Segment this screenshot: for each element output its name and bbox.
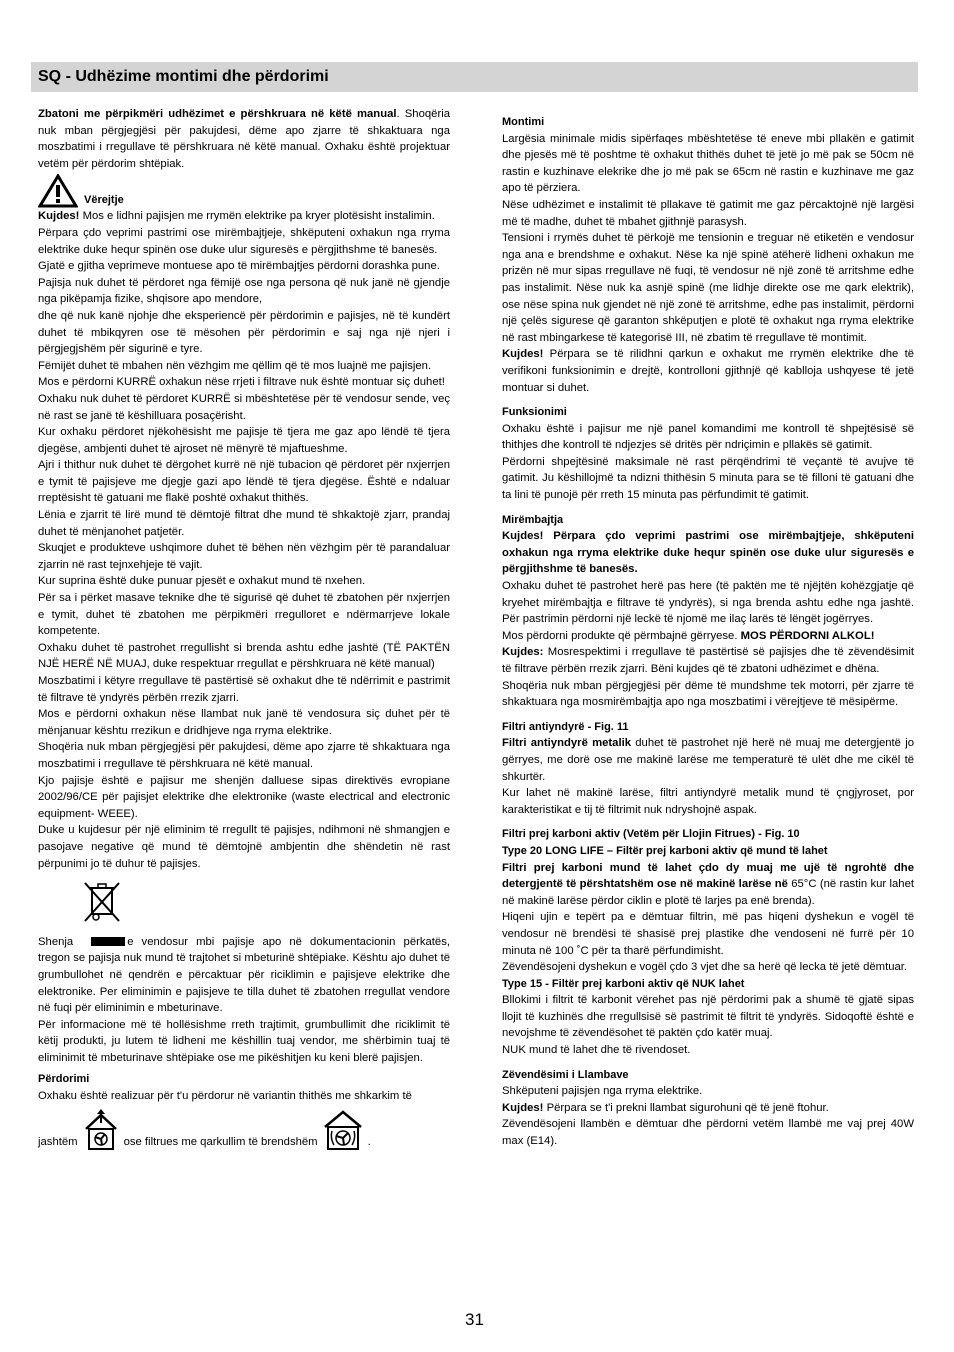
warning-text: Mos e lidhni pajisjen me rrymën elektrike pa kryer plotësisht instalimin.	[79, 210, 435, 223]
caution-text: Përpara se t'i prekni llambat sigurohuni që të jenë ftohur.	[543, 1101, 829, 1114]
recirculating-mode-icon	[322, 1109, 364, 1151]
paragraph: Mos e përdorni KURRË oxhakun nëse rrjeti i filtrave nuk është montuar siç duhet!	[38, 376, 445, 389]
paragraph	[502, 1100, 914, 1117]
recirculating-label: ose filtrues me qarkullim të brendshëm	[123, 1136, 318, 1149]
paragraph: Kur oxhaku përdoret njëkohësisht me pajisje të tjera me gaz apo lëndë të tjera djegëse, ambjenti duhet të ajroset në mënyrë të mjaftueshme.	[38, 426, 450, 455]
paragraph: Oxhaku duhet të pastrohet rregullisht si brenda ashtu edhe jashtë (TË PAKTËN NJË HERË NË MUAJ, duke respektuar rregullat e përshkruara në këtë manual)	[38, 641, 450, 671]
paragraph: Mos e përdorni oxhakun nëse llambat nuk janë të vendosura siç duhet për të mënjanuar kështu rrezikun e dridhjeve nga rryma elektrike.	[38, 708, 450, 737]
metal-filter-label: Filtri antiyndyrë metalik	[502, 737, 632, 750]
intro-paragraph	[38, 106, 450, 172]
section-header	[31, 62, 918, 92]
period: .	[367, 1136, 371, 1149]
paragraph: Zëvendësojeni llambën e dëmtuar dhe përdorni vetëm llambë me vaj prej 40W max (E14).	[502, 1118, 914, 1148]
metal-filter-text: duhet të pastrohet një herë në muaj me detergjentë jo gërryes, me dorë ose me makinë larëse me temperaturë të ulët dhe me cikël të shkurtër.	[502, 737, 914, 783]
paragraph: Pajisja nuk duhet të përdoret nga fëmijë ose nga persona që nuk janë në gjendje nga pikëpamja fizike, shqisore apo mendore,	[38, 276, 450, 306]
mark-label: Shenja	[38, 935, 74, 948]
paragraph: Ajri i thithur nuk duhet të dërgohet kurrë në një tubacion që përdoret për nxjerrjen e tymit të pajisjeve me djegje gazi apo lëndë të tjera djegëse. Është e ndaluar rreptësisht të gatuani me flakë poshtë oxhakut thithës.	[38, 459, 450, 505]
maintenance-warning: Kujdes! Përpara çdo veprimi pastrimi ose mirëmbajtjeje, shkëputeni oxhakun nga rryma elektrike duke hequr spinën ose duke ulur siguresës e përgjithshme të banesës.	[502, 530, 914, 576]
paragraph: Duke u kujdesur për një eliminim të rregullt të pajisjes, ndihmoni në shmangjen e pasojave negative që mund të dëmtojnë ambjentin dhe shëndetin në rast përpunimi jo të duhur të pajisjes.	[38, 824, 450, 870]
caution-label: Kujdes:	[502, 646, 544, 659]
weee-text: e vendosur mbi pajisje apo në dokumentacionin përkatës, tregon se pajisja nuk mund të trajtohet si mbeturinë shtëpiake. Kështu ajo duhet të grumbullohet në qendrën e përcaktuar për riciklimin e pajisjeve elektrike dhe elektronike. Per eliminimin e pajisjeve te tilla duhet të zbatohen rregullat vendore në fuqi për eliminimin e mbeturinave.	[38, 935, 450, 1015]
caution-label: Kujdes!	[38, 210, 80, 223]
paragraph: Skuqjet e produkteve ushqimore duhet të bëhen nën vëzhgim për të parandaluar zjarrin në rast tejnxehjeje të vajit.	[38, 542, 450, 571]
paragraph: Kur suprina është duke punuar pjesët e oxhakut mund të nxehen.	[38, 575, 366, 588]
ducted-mode-icon	[82, 1109, 120, 1151]
intro-text: . Shoqëria nuk mban përgjegjësi për pakujdesi, dëme apo zjarre të shkaktuara nga moszbatimi i rregullave të përshkruara në këtë manual. Oxhaku është projektuar vetëm për përdorim shtëpiak.	[38, 108, 450, 170]
paragraph: Fëmijët duhet të mbahen nën vëzhgim me qëllim që të mos luajnë me pajisjen.	[38, 359, 432, 372]
carbon-wash-label: Filtri prej karboni mund të lahet çdo dy muaj me ujë të ngrohtë dhe detergjentë të përshtatshëm ose në makinë larëse në	[502, 861, 914, 891]
carbon-filter-title: Filtri prej karboni aktiv (Vetëm për Llojin Fitrues) - Fig. 10	[502, 828, 800, 841]
maintenance-title: Mirëmbajtja	[502, 513, 564, 526]
paragraph	[502, 628, 914, 645]
paragraph: Oxhaku nuk duhet të përdoret KURRË si mbështetëse për të vendosur sende, veç në rast se janë të këshilluara posaçërisht.	[38, 392, 450, 422]
mounting-title: Montimi	[502, 116, 545, 128]
page-title: SQ - Udhëzime montimi dhe përdorimi	[38, 68, 329, 85]
page-number: 31	[465, 1310, 484, 1329]
paragraph: Tensioni i rrymës duhet të përkojë me tensionin e treguar në etiketën e vendosur nga ana e brendshme e oxhakut. Nëse ka një spinë atëherë lidheni oxhakun me prizën në mur sipas rregullave në fuqi, të vendosur në një zonë të arritshme edhe pas instalimit. Nëse nuk ka asnjë spinë (me lidhje direkte ose me qark elektrik), ose nëse spina nuk gjendet në një zonë të arritshme, edhe pas instalimit, përdorni një çelës sigurese që garanton shkëputjen e plotë të oxhakut nga rryma elektrike në rast mbingarkese të kategorisë III, në zbatim të rregullave të montimit.	[502, 232, 914, 344]
type20-title: Type 20 LONG LIFE – Filtër prej karboni aktiv që mund të lahet	[502, 844, 828, 857]
paragraph	[502, 346, 914, 396]
grease-filter-title: Filtri antiyndyrë - Fig. 11	[502, 720, 629, 733]
weee-bin-icon	[82, 880, 450, 930]
paragraph	[502, 644, 914, 677]
left-column	[38, 106, 450, 1151]
paragraph: Shkëputeni pajisjen nga rryma elektrike.	[502, 1085, 703, 1098]
paragraph: Shoqëria nuk mban përgjegjësi për pakujdesi, dëme apo zjarre të shkaktuara nga moszbatimi i rregullave të përshkruara në këtë manual.	[38, 741, 450, 770]
paragraph: Gjatë e gjitha veprimeve montuese apo të mirëmbajtjes përdorni dorashka pune.	[38, 260, 440, 273]
paragraph: Shoqëria nuk mban përgjegjësi për dëme të mundshme tek motorri, për zjarre të shkaktuara nga mosmirëmbajtja apo nga moszbatimi i vërejtjeve të mësipërme.	[502, 679, 914, 709]
paragraph: Largësia minimale midis sipërfaqes mbështetëse të eneve mbi pllakën e gatimit dhe pjesës më të poshtme të oxhakut thithës duhet të jetë jo më pak se 50cm në rastin e kuzhinave elekrike dhe jo më pak se 65cm në rastin e kuzhinave me gaz apo të përziera.	[502, 132, 914, 195]
paragraph: Për sa i përket masave teknike dhe të sigurisë që duhet të zbatohen për nxjerrjen e tymit, duhet të zbatohen me përpikmëri rregulloret e ndërmarrjeve lokale kompetente.	[38, 592, 450, 638]
paragraph: Përpara çdo veprimi pastrimi ose mirëmbajtjeje, shkëputeni oxhakun nga rryma elektrike duke hequr spinën ose duke ulur siguresës e përgjithshme të banesës.	[38, 226, 450, 256]
paragraph: Kjo pajisje është e pajisur me shenjën dalluese sipas direktivës evropiane 2002/96/CE për pajisjet elektrike dhe elektronike (waste electrical and electronic equipment- WEEE).	[38, 774, 450, 820]
paragraph: Kur lahet në makinë larëse, filtri antiyndyrë metalik mund të çngjyroset, por karakteristikat e tij të filtrimit nuk ndryshojnë aspak.	[502, 787, 914, 816]
warning-paragraph	[38, 208, 450, 225]
abrasive-text: Mos përdorni produkte që përmbajnë gërryese.	[502, 629, 741, 642]
operation-title: Funksionimi	[502, 406, 567, 419]
right-column	[502, 106, 914, 1150]
paragraph: Oxhaku është realizuar për t'u përdorur në variantin thithës me shkarkim të	[38, 1090, 412, 1103]
caution-label: Kujdes!	[502, 1101, 544, 1114]
paragraph: Bllokimi i filtrit të karbonit vërehet pas një përdorimi pak a shumë të gjatë sipas llojit të kuzhinës dhe rregullsisë së pastrimit të filtrit të yndyrës. Sidoqoftë është e nevojshme të zëvendësohet të paktën çdo katër muaj.	[502, 994, 914, 1040]
caution-text: Përpara se të rilidhni qarkun e oxhakut me rrymën elektrike dhe të verifikoni funksionimin e drejtë, kontrolloni gjithnjë që kablloja ushqyese të jetë montuar si duhet.	[502, 348, 914, 394]
caution-label: Kujdes!	[502, 348, 544, 361]
warnings-title: Vërejtje	[84, 193, 124, 206]
paragraph: dhe që nuk kanë njohje dhe eksperiencë për përdorimin e pajisjes, në të kundërt duhet të mbikqyren ose të mësohen për përdorimin e saj nga një njeri i përgjegjshëm për sigurinë e tyre.	[38, 309, 450, 356]
paragraph: Për informacione më të hollësishme rreth trajtimit, grumbullimit dhe riciklimit të këtij produkti, ju lutem të lidheni me këshillin tuaj vendor, me shërbimin tuaj të eliminimit të mbeturinave shtëpiake ose me pikëshitjen ku keni blerë pajisjen.	[38, 1018, 450, 1064]
warnings-heading	[38, 172, 450, 208]
warning-icon	[38, 174, 78, 208]
paragraph: Nëse udhëzimet e instalimit të pllakave të gatimit me gaz përcaktojnë një largësi më të madhe, duhet të mbahet gjithnjë parasysh.	[502, 198, 914, 228]
paragraph: Hiqeni ujin e tepërt pa e dëmtuar filtrin, më pas hiqeni dyshekun e vogël të vendosur në brendësi të shasisë prej plastike dhe vendoseni në furrë për 10 minuta në 100 ˚C për ta tharë përfundimisht.	[502, 911, 914, 957]
paragraph: Zëvendësojeni dyshekun e vogël çdo 3 vjet dhe sa herë që lecka të jetë dëmtuar.	[502, 961, 908, 974]
carbon-wash-text: 65°C (në rastin kur lahet në makinë larëse përdor ciklin e plotë të larjes pa enë brenda).	[502, 878, 915, 907]
paragraph	[502, 860, 914, 910]
extraction-modes	[38, 1109, 450, 1151]
paragraph: NUK mund të lahet dhe të rivendoset.	[502, 1044, 691, 1057]
weee-bar-icon	[91, 937, 125, 946]
paragraph: Përdorni shpejtësinë maksimale në rast përqëndrimi të veçantë të avujve të gatimit. Ju këshillojmë ta ndizni thithësin 5 minuta para se të filloni të gatuani dhe ta lini të punojë për rreth 15 minuta pas përfundimit të gatimit.	[502, 455, 914, 502]
paragraph: Lënia e zjarrit të lirë mund të dëmtojë filtrat dhe mund të shkaktojë zjarr, prandaj duhet të mënjanohet patjetër.	[38, 509, 450, 538]
paragraph: Oxhaku duhet të pastrohet herë pas here (të paktën me të njëjtën kohëzgjatje që kryehet mirëmbajtja e filtrave të yndyrës), si nga brenda ashtu edhe nga jashtë. Për pastrimin përdorni një leckë të njomë me ilaç larës të lëngët jogërryes.	[502, 580, 914, 626]
paragraph: Moszbatimi i këtyre rregullave të pastërtisë së oxhakut dhe të ndërrimit e pastrimit të filtrave të yndyrës përbën rrezik zjarri.	[38, 675, 450, 704]
paragraph: Oxhaku është i pajisur me një panel komandimi me kontroll të shpejtësisë së thithjes dhe kontroll të ndjezjes së dritës për ndriçimin e pllakës së gatimit.	[502, 422, 914, 452]
caution-text: Mosrespektimi i rregullave të pastërtisë së pajisjes dhe të zëvendësimit të filtrave përbën rrezik zjarri. Bëni kujdes që të zbatoni udhëzimet e dhëna.	[502, 646, 914, 675]
type15-title: Type 15 - Filtër prej karboni aktiv që NUK lahet	[502, 977, 745, 990]
external-label: jashtëm	[38, 1136, 78, 1149]
paragraph	[502, 735, 914, 785]
lamp-replacement-title: Zëvendësimi i Llambave	[502, 1068, 629, 1081]
usage-title: Përdorimi	[38, 1073, 90, 1086]
weee-paragraph	[38, 934, 450, 1017]
intro-bold: Zbatoni me përpikmëri udhëzimet e përshkruara në këtë manual	[38, 108, 397, 120]
no-alcohol: MOS PËRDORNI ALKOL!	[740, 629, 875, 642]
paragraph	[502, 528, 914, 578]
